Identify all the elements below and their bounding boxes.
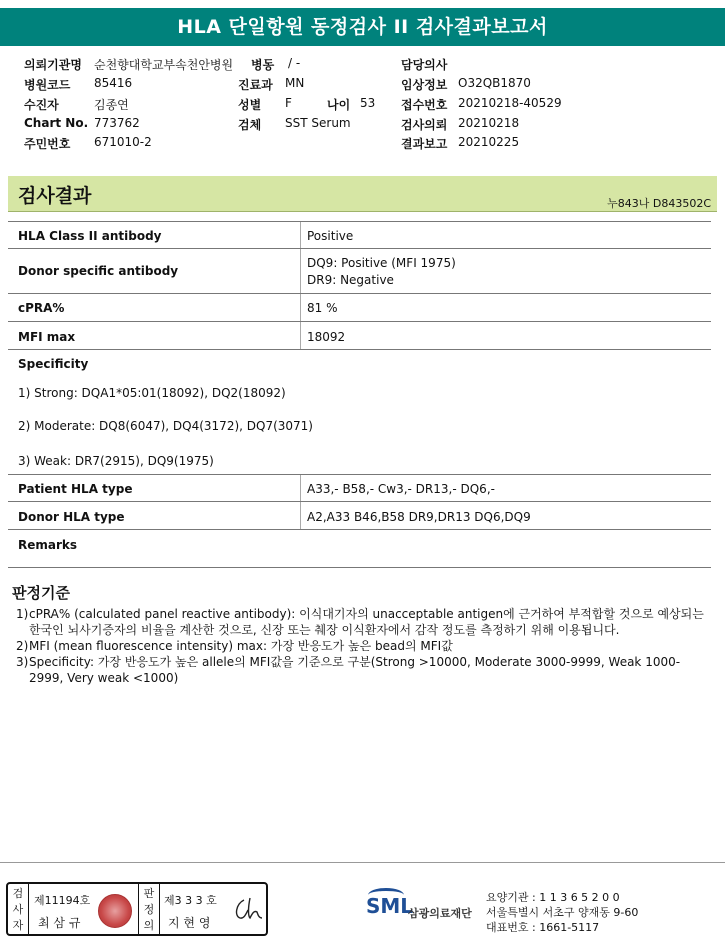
divider bbox=[300, 222, 301, 248]
dept-label: 진료과 bbox=[238, 78, 273, 92]
reviewer-name: 지 현 영 bbox=[168, 916, 211, 930]
result-section-code: 누843나 D843502C bbox=[607, 197, 711, 210]
patient-hla-value: A33,- B58,- Cw3,- DR13,- DQ6,- bbox=[307, 482, 495, 496]
class2-value: Positive bbox=[307, 229, 354, 243]
table-row bbox=[8, 474, 711, 502]
tester-vertical-label: 검사자 bbox=[12, 887, 24, 932]
patient-value: 김종연 bbox=[94, 98, 129, 112]
divider bbox=[28, 884, 29, 934]
specificity-strong: 1) Strong: DQA1*05:01(18092), DQ2(18092) bbox=[18, 386, 286, 400]
report-title: HLA 단일항원 동정검사 II 검사결과보고서 bbox=[0, 8, 725, 46]
specificity-label: Specificity bbox=[18, 357, 89, 371]
logo-text: SML bbox=[366, 894, 414, 918]
specimen-value: SST Serum bbox=[285, 116, 351, 130]
table-row bbox=[8, 221, 711, 249]
request-label: 검사의뢰 bbox=[401, 118, 448, 132]
divider bbox=[300, 294, 301, 321]
dept-value: MN bbox=[285, 76, 305, 90]
divider bbox=[300, 475, 301, 501]
lab-contact bbox=[486, 890, 638, 935]
chart-value: 773762 bbox=[94, 116, 140, 130]
item-text: cPRA% (calculated panel reactive antibody): 이식대기자의 unacceptable antigen에 근거하여 부적합할 것으로 예상되는 한국인 뇌사기증자의 비율을 계산한 것으로, 신장 또는 췌장 이식환자에서 감작 정도를 측정하기 위해 이용됩니다. bbox=[29, 607, 704, 637]
item-number: 2) bbox=[16, 639, 29, 653]
cpra-label: cPRA% bbox=[18, 301, 65, 315]
institution-value: 순천향대학교부속천안병원 bbox=[94, 58, 234, 72]
table-row bbox=[8, 249, 711, 294]
signature-box bbox=[6, 882, 268, 936]
table-row bbox=[8, 322, 711, 350]
table-row bbox=[8, 294, 711, 322]
chart-label: Chart No. bbox=[24, 116, 89, 130]
tester-license: 제11194호 bbox=[34, 894, 91, 907]
clinical-value: O32QB1870 bbox=[458, 76, 531, 90]
reviewer-license: 제3 3 3 호 bbox=[164, 894, 217, 907]
dsa-value-1: DQ9: Positive (MFI 1975) bbox=[307, 256, 456, 270]
divider bbox=[300, 502, 301, 529]
specificity-moderate: 2) Moderate: DQ8(6047), DQ4(3172), DQ7(3071) bbox=[18, 419, 313, 433]
signature-icon bbox=[230, 894, 264, 924]
logo-name: 삼광의료재단 bbox=[408, 907, 472, 920]
item-number: 1) bbox=[16, 607, 29, 621]
age-label: 나이 bbox=[327, 98, 351, 112]
list-item bbox=[16, 606, 706, 638]
ssn-label: 주민번호 bbox=[24, 137, 71, 151]
patient-hla-label: Patient HLA type bbox=[18, 482, 133, 496]
item-number: 3) bbox=[16, 655, 29, 669]
dsa-value-2: DR9: Negative bbox=[307, 273, 394, 287]
dsa-label: Donor specific antibody bbox=[18, 264, 179, 278]
item-text: MFI (mean fluorescence intensity) max: 가장 반응도가 높은 bead의 MFI값 bbox=[29, 639, 453, 653]
specificity-weak: 3) Weak: DR7(2915), DQ9(1975) bbox=[18, 454, 214, 468]
report-date-label: 결과보고 bbox=[401, 137, 448, 151]
criteria-title: 판정기준 bbox=[12, 584, 70, 602]
clinical-label: 임상정보 bbox=[401, 78, 448, 92]
sex-value: F bbox=[285, 96, 292, 110]
list-item bbox=[16, 638, 706, 654]
patient-label: 수진자 bbox=[24, 98, 59, 112]
footer-divider bbox=[0, 862, 725, 863]
hospital-code-label: 병원코드 bbox=[24, 78, 71, 92]
mfi-value: 18092 bbox=[307, 330, 346, 344]
divider bbox=[138, 884, 139, 934]
receipt-value: 20210218-40529 bbox=[458, 96, 562, 110]
result-section-title: 검사결과 bbox=[18, 185, 92, 207]
criteria-list bbox=[16, 606, 706, 686]
item-text: Specificity: 가장 반응도가 높은 allele의 MFI값을 기준으로 구분(Strong >10000, Moderate 3000-9999, Weak 1000-2999, Very weak <1000) bbox=[29, 655, 681, 685]
lab-address: 서울특별시 서초구 양재동 9-60 bbox=[486, 906, 639, 919]
ward-label: 병동 bbox=[251, 58, 275, 72]
seal-icon bbox=[98, 894, 132, 928]
tester-name: 최 삼 규 bbox=[38, 916, 81, 930]
mfi-label: MFI max bbox=[18, 330, 76, 344]
remarks-label: Remarks bbox=[18, 538, 78, 552]
reviewer-vertical-label: 판정의 bbox=[143, 887, 155, 932]
specimen-label: 검체 bbox=[238, 118, 262, 132]
result-section-header bbox=[8, 176, 717, 212]
ward-value: / - bbox=[288, 56, 301, 70]
ssn-value: 671010-2 bbox=[94, 135, 152, 149]
cpra-value: 81 % bbox=[307, 301, 338, 315]
age-value: 53 bbox=[360, 96, 376, 110]
sex-label: 성별 bbox=[238, 98, 262, 112]
receipt-label: 접수번호 bbox=[401, 98, 448, 112]
table-row bbox=[8, 502, 711, 530]
institution-label: 의뢰기관명 bbox=[24, 58, 82, 72]
divider bbox=[159, 884, 160, 934]
lab-phone: 대표번호 : 1661-5117 bbox=[486, 921, 600, 934]
institution-code: 요양기관 : 1 1 3 6 5 2 0 0 bbox=[486, 891, 620, 904]
donor-hla-label: Donor HLA type bbox=[18, 510, 125, 524]
report-date-value: 20210225 bbox=[458, 135, 520, 149]
doctor-label: 담당의사 bbox=[401, 58, 448, 72]
list-item bbox=[16, 654, 706, 686]
donor-hla-value: A2,A33 B46,B58 DR9,DR13 DQ6,DQ9 bbox=[307, 510, 531, 524]
class2-label: HLA Class II antibody bbox=[18, 229, 162, 243]
divider bbox=[300, 322, 301, 349]
request-value: 20210218 bbox=[458, 116, 520, 130]
divider bbox=[300, 249, 301, 293]
table-row bbox=[8, 530, 711, 568]
hospital-code-value: 85416 bbox=[94, 76, 133, 90]
